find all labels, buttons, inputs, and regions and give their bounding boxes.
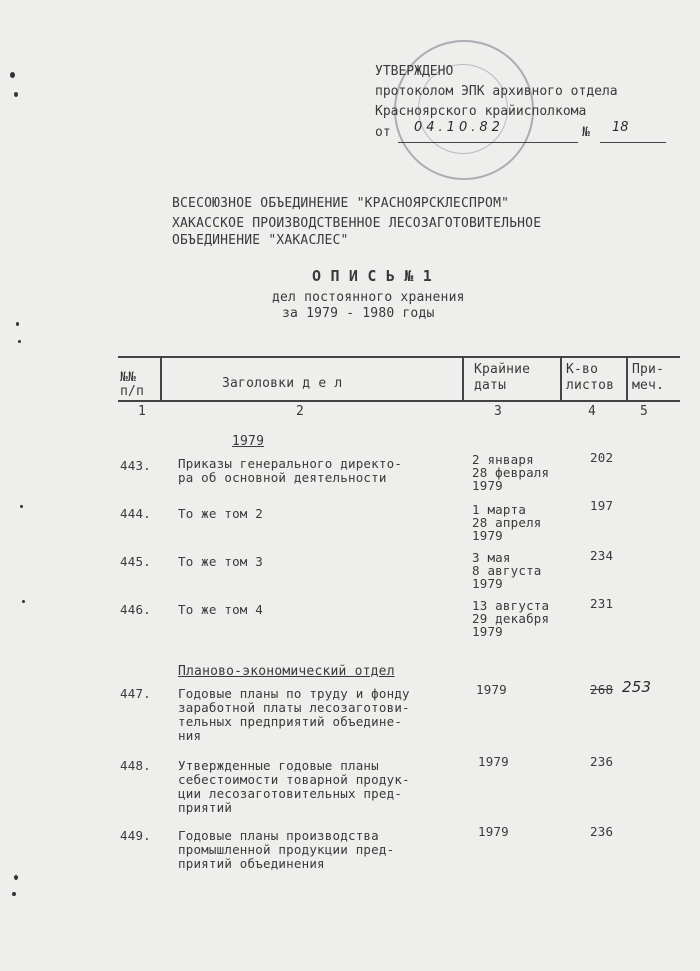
- approval-number: 18: [612, 120, 629, 135]
- column-divider: [462, 356, 464, 400]
- row-sheet-count: 197: [590, 498, 614, 513]
- col-index-1: 1: [138, 404, 147, 419]
- row-title-line: тельных предприятий объедине-: [178, 714, 403, 729]
- margin-speck: [16, 322, 19, 326]
- col-header-number-a: №№: [120, 370, 137, 385]
- row-date-line: 2 января: [472, 452, 534, 467]
- row-title-line: Приказы генерального директо-: [178, 456, 403, 471]
- section-department-heading: Планово-экономический отдел: [178, 664, 395, 679]
- inventory-period: за 1979 - 1980 годы: [282, 306, 435, 321]
- row-date-line: 1 марта: [472, 502, 527, 517]
- row-date-line: 28 февраля: [472, 465, 550, 480]
- row-sheet-count-struck: 268: [590, 682, 614, 697]
- row-sheet-count: 231: [590, 596, 614, 611]
- row-date-line: 1979: [476, 682, 507, 697]
- table-header-rule: [118, 400, 680, 402]
- col-header-number-b: п/п: [120, 384, 145, 399]
- row-date-line: 1979: [478, 824, 509, 839]
- col-header-dates-a: Крайние: [474, 362, 531, 377]
- approval-from-label: от: [375, 125, 391, 140]
- col-index-3: 3: [494, 404, 503, 419]
- col-header-dates-b: даты: [474, 378, 507, 393]
- row-sheet-count: 202: [590, 450, 614, 465]
- column-divider: [560, 356, 562, 400]
- row-sheet-count-corrected: 253: [622, 678, 652, 696]
- row-title-line: ра об основной деятельности: [178, 470, 387, 485]
- col-header-sheets-b: листов: [566, 378, 615, 393]
- org-name-line2: ХАКАССКОЕ ПРОИЗВОДСТВЕННОЕ ЛЕСОЗАГОТОВИТЕЛЬНОЕ: [172, 216, 542, 231]
- row-date-line: 8 августа: [472, 563, 542, 578]
- margin-speck: [22, 600, 25, 603]
- row-number: 448.: [120, 758, 151, 773]
- margin-speck: [14, 92, 18, 97]
- row-number: 445.: [120, 554, 151, 569]
- col-header-sheets-a: К-во: [566, 362, 599, 377]
- margin-speck: [18, 340, 21, 343]
- number-underline: [600, 142, 666, 143]
- margin-speck: [20, 505, 23, 508]
- row-title-line: приятий: [178, 800, 233, 815]
- row-date-line: 29 декабря: [472, 611, 550, 626]
- col-header-titles: Заголовки д е л: [222, 376, 343, 391]
- row-title-line: Годовые планы производства: [178, 828, 379, 843]
- row-title-line: приятий объединения: [178, 856, 325, 871]
- table-top-rule: [118, 356, 680, 358]
- approval-protocol-line: протоколом ЭПК архивного отдела: [375, 84, 618, 99]
- row-title-line: То же том 4: [178, 602, 263, 617]
- row-date-line: 13 августа: [472, 598, 550, 613]
- row-date-line: 1979: [472, 528, 503, 543]
- section-year-heading: 1979: [232, 434, 265, 449]
- row-number: 444.: [120, 506, 151, 521]
- row-number: 447.: [120, 686, 151, 701]
- row-sheet-count: 234: [590, 548, 614, 563]
- row-date-line: 1979: [472, 624, 503, 639]
- row-title-line: То же том 3: [178, 554, 263, 569]
- date-underline: [398, 142, 578, 143]
- col-index-5: 5: [640, 404, 649, 419]
- column-divider: [626, 356, 628, 400]
- row-number: 443.: [120, 458, 151, 473]
- row-date-line: 1979: [472, 478, 503, 493]
- row-title-line: ния: [178, 728, 202, 743]
- margin-speck: [14, 875, 18, 880]
- org-name-line1: ВСЕСОЮЗНОЕ ОБЪЕДИНЕНИЕ "КРАСНОЯРСКЛЕСПРОМ": [172, 196, 510, 211]
- column-divider: [160, 356, 162, 400]
- row-date-line: 3 мая: [472, 550, 511, 565]
- col-index-2: 2: [296, 404, 305, 419]
- row-title-line: ции лесозаготовительных пред-: [178, 786, 403, 801]
- col-header-notes-b: меч.: [632, 378, 665, 393]
- row-date-line: 1979: [478, 754, 509, 769]
- row-title-line: Годовые планы по труду и фонду: [178, 686, 410, 701]
- approval-committee-line: Красноярского крайисполкома: [375, 104, 587, 119]
- col-index-4: 4: [588, 404, 597, 419]
- margin-speck: [10, 72, 15, 78]
- row-date-line: 1979: [472, 576, 503, 591]
- row-sheet-count: 236: [590, 754, 614, 769]
- row-sheet-count: 236: [590, 824, 614, 839]
- row-number: 449.: [120, 828, 151, 843]
- col-header-notes-a: При-: [632, 362, 665, 377]
- margin-speck: [12, 892, 16, 896]
- row-number: 446.: [120, 602, 151, 617]
- inventory-subtitle: дел постоянного хранения: [272, 290, 465, 305]
- approval-date: 04.10.82: [414, 120, 504, 135]
- approval-number-label: №: [582, 125, 590, 140]
- row-title-line: себестоимости товарной продук-: [178, 772, 410, 787]
- row-title-line: Утвержденные годовые планы: [178, 758, 379, 773]
- row-title-line: То же том 2: [178, 506, 263, 521]
- row-title-line: заработной платы лесозаготови-: [178, 700, 410, 715]
- inventory-title: О П И С Ь № 1: [312, 267, 432, 285]
- row-date-line: 28 апреля: [472, 515, 542, 530]
- approval-heading: УТВЕРЖДЕНО: [375, 64, 454, 79]
- org-name-line3: ОБЪЕДИНЕНИЕ "ХАКАСЛЕС": [172, 233, 349, 248]
- row-title-line: промышленной продукции пред-: [178, 842, 395, 857]
